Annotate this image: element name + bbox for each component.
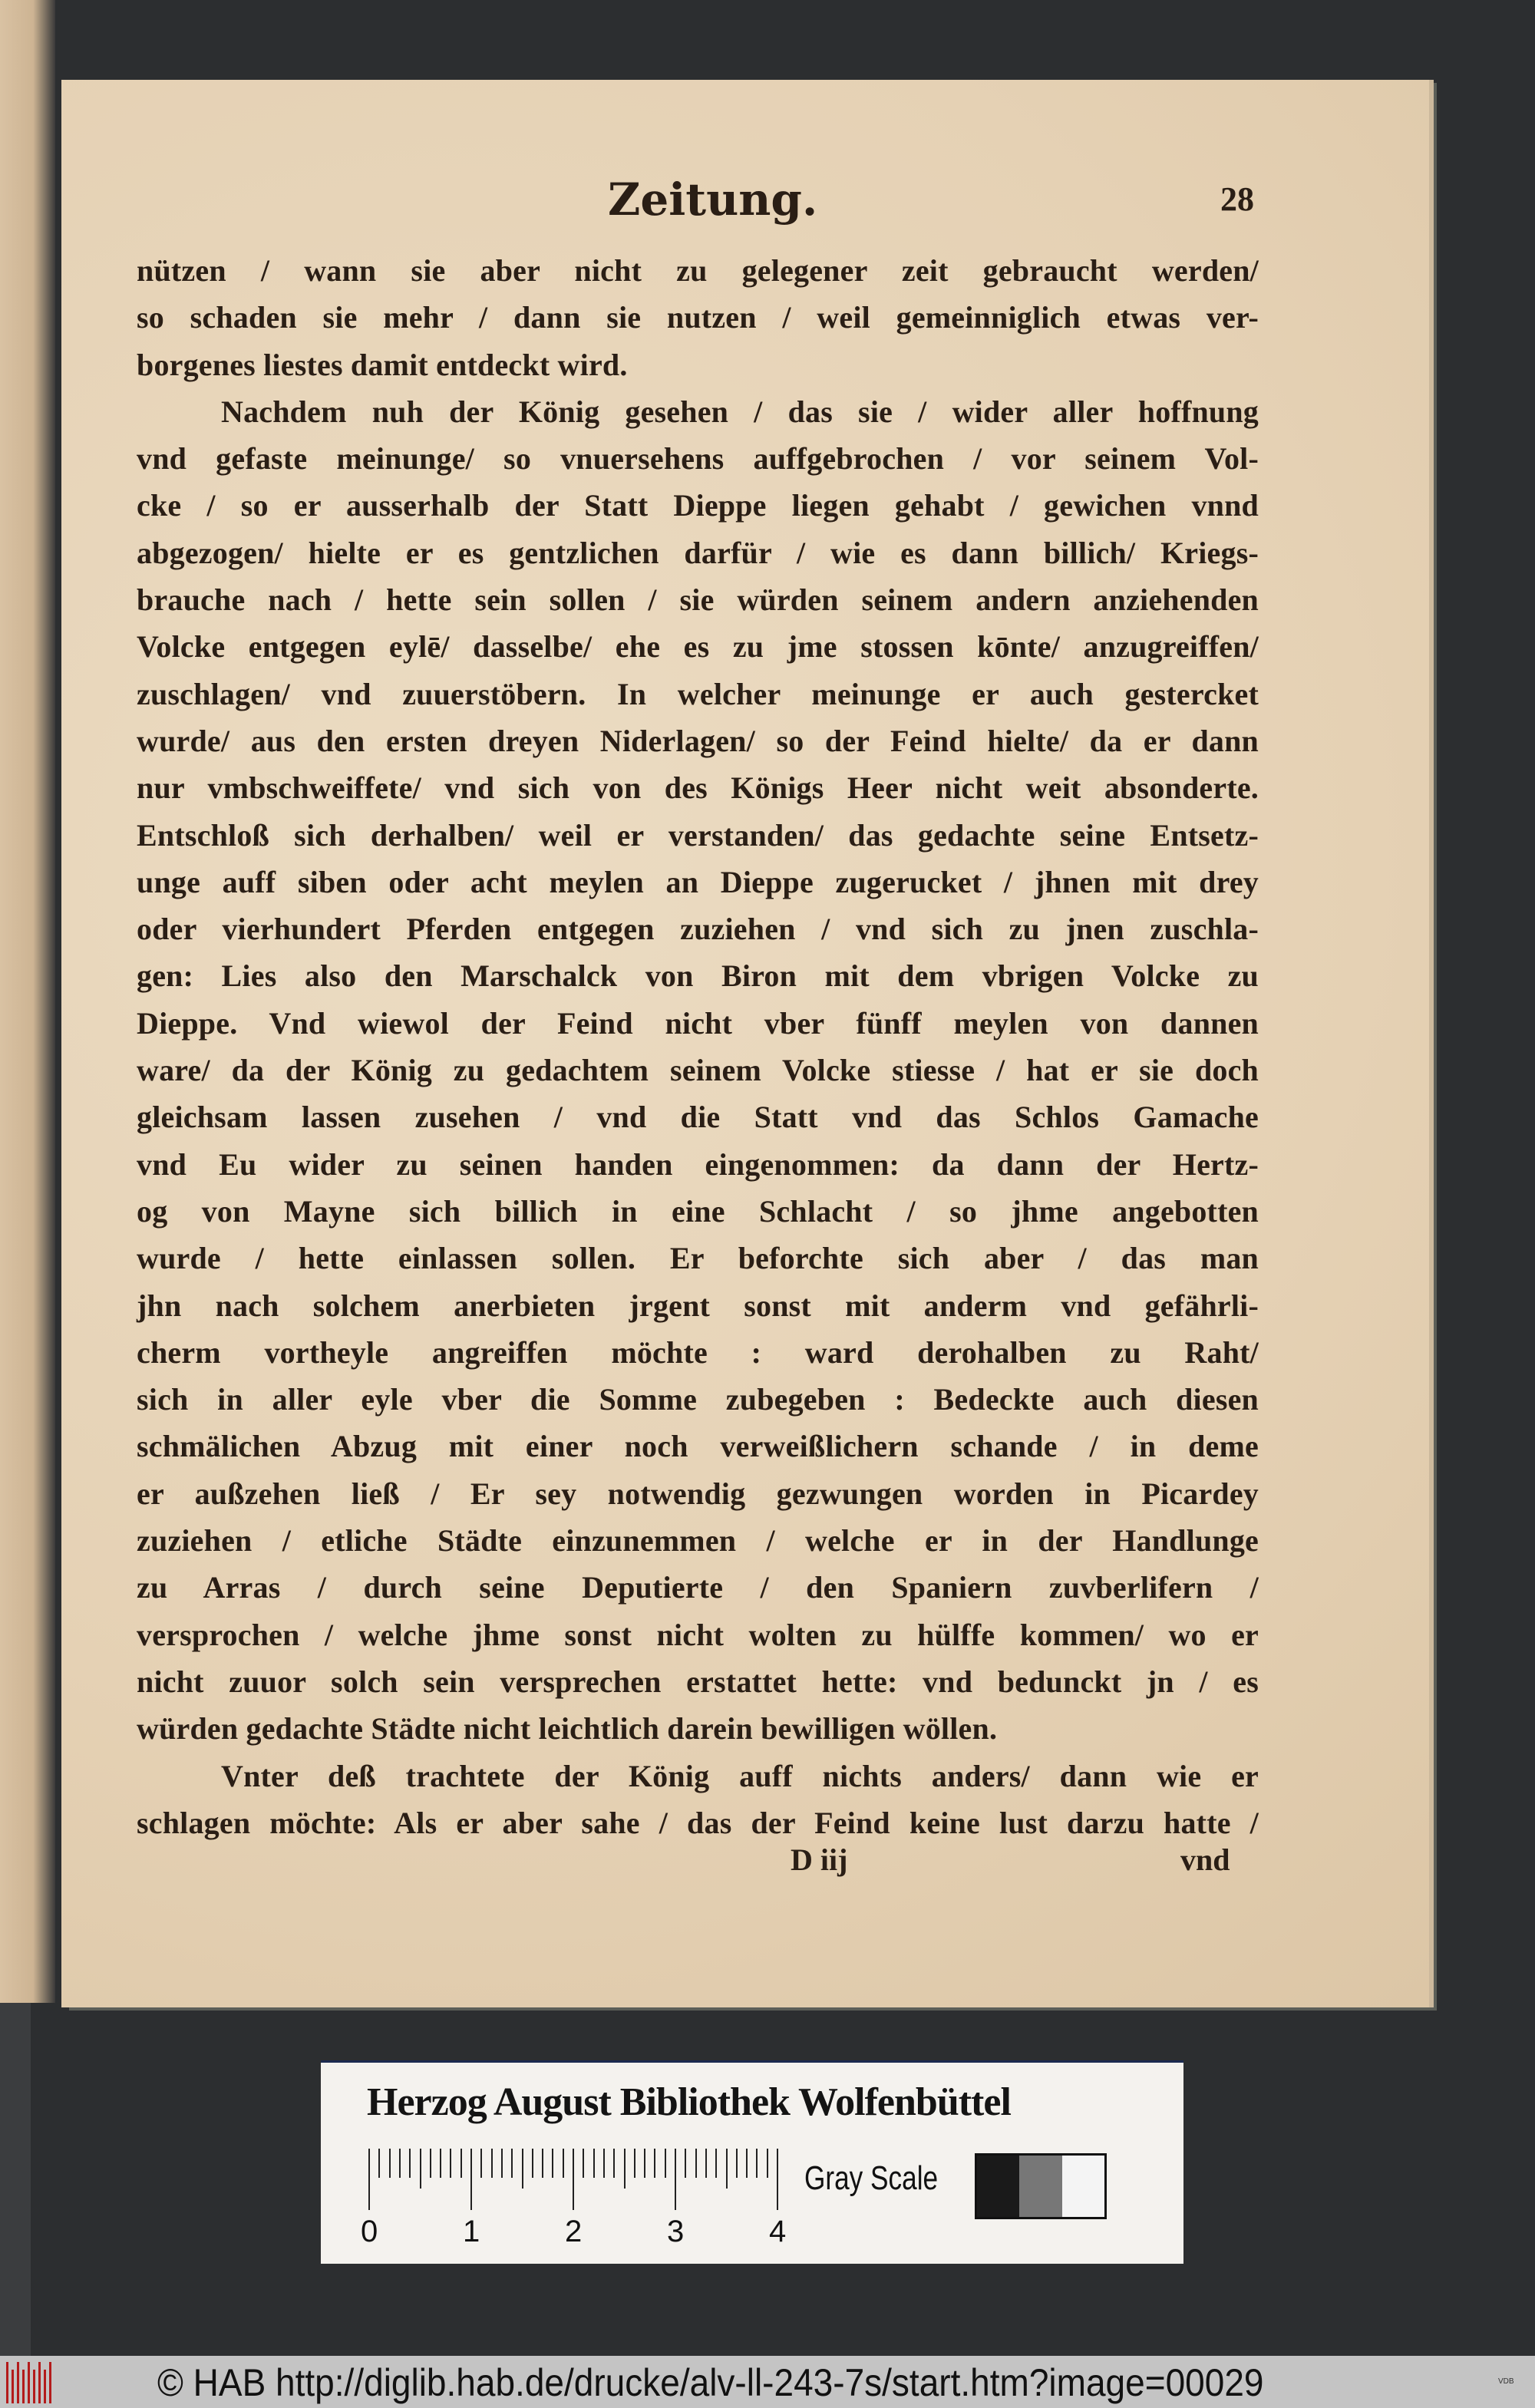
text-line: Entschloß sich derhalben/ weil er verstanden/ das gedachte seine Entsetz- <box>137 817 1259 853</box>
page-number: 28 <box>1220 180 1254 218</box>
previous-page-edge <box>0 0 55 2003</box>
ruler-number: 4 <box>769 2215 787 2248</box>
text-line: schlagen möchte: Als er aber sahe / das der Feind keine lust darzu hatte / <box>137 1805 1259 1840</box>
page-text <box>137 247 1259 1846</box>
ruler-tick <box>491 2149 493 2178</box>
logo-bar <box>12 2370 14 2403</box>
ruler-tick <box>460 2149 462 2178</box>
footer-bar <box>0 2356 1535 2408</box>
ruler-tick <box>746 2149 748 2178</box>
text-line: schmälichen Abzug mit einer noch verweißlichern schande / in deme <box>137 1429 1259 1464</box>
text-line: cherm vortheyle angreiffen möchte : ward derohalben zu Raht/ <box>137 1334 1259 1370</box>
gray-swatch <box>1019 2156 1061 2217</box>
text-line: er außzehen ließ / Er sey notwendig gezwungen worden in Picardey <box>137 1476 1259 1511</box>
ruler-number: 3 <box>667 2215 685 2248</box>
logo-bar <box>28 2362 30 2403</box>
ruler-tick <box>603 2149 605 2178</box>
ruler <box>368 2149 778 2210</box>
text-line: vnd Eu wider zu seinen handen eingenommen: da dann der Hertz- <box>137 1146 1259 1182</box>
ruler-tick <box>552 2149 553 2178</box>
scale-card <box>321 2060 1183 2264</box>
ruler-tick <box>767 2149 768 2178</box>
text-line: so schaden sie mehr / dann sie nutzen / weil gemeinniglich etwas ver- <box>137 300 1259 335</box>
running-title: Zeitung. <box>608 173 818 226</box>
ruler-tick <box>685 2149 686 2178</box>
text-line: abgezogen/ hielte er es gentzlichen darfür / wie es dann billich/ Kriegs- <box>137 535 1259 570</box>
logo-bar <box>22 2370 25 2403</box>
text-line: vnd gefaste meinunge/ so vnuersehens auffgebrochen / vor seinem Vol- <box>137 441 1259 477</box>
text-line: zu Arras / durch seine Deputierte / den Spaniern zuvberlifern / <box>137 1570 1259 1605</box>
ruler-tick <box>542 2149 543 2178</box>
ruler-tick <box>470 2149 472 2210</box>
ruler-number: 1 <box>463 2215 480 2248</box>
text-line: gen: Lies also den Marschalck von Biron mit dem vbrigen Volcke zu <box>137 958 1259 994</box>
logo-bar <box>17 2362 19 2403</box>
ruler-tick <box>695 2149 697 2178</box>
text-line: og von Mayne sich billich in eine Schlacht / so jhme angebotten <box>137 1193 1259 1229</box>
ruler-tick <box>675 2149 676 2210</box>
ruler-tick <box>480 2149 482 2178</box>
text-line: nicht zuuor solch sein versprechen erstattet hette: vnd bedunckt jn / es <box>137 1664 1259 1699</box>
text-line: Vnter deß trachtete der König auff nichts anders/ dann wie er <box>221 1758 1259 1793</box>
logo-bar <box>33 2370 35 2403</box>
ruler-tick <box>634 2149 635 2178</box>
ruler-tick <box>378 2149 380 2178</box>
text-line: zuschlagen/ vnd zuuerstöbern. In welcher meinunge er auch gestercket <box>137 676 1259 711</box>
ruler-tick <box>532 2149 533 2178</box>
library-name: Herzog August Bibliothek Wolfenbüttel <box>367 2080 1011 2124</box>
catchword: vnd <box>1180 1842 1230 1877</box>
text-line: unge auff siben oder acht meylen an Dieppe zugerucket / jhnen mit drey <box>137 864 1259 899</box>
ruler-tick <box>593 2149 595 2178</box>
ruler-tick <box>409 2149 411 2178</box>
ruler-tick <box>430 2149 431 2178</box>
text-line: nützen / wann sie aber nicht zu gelegener zeit gebraucht werden/ <box>137 253 1259 288</box>
ruler-tick <box>368 2149 370 2210</box>
text-line: oder vierhundert Pferden entgegen zuziehen / vnd sich zu jnen zuschla- <box>137 912 1259 947</box>
ruler-tick <box>420 2149 421 2189</box>
copyright-link[interactable]: © HAB http://diglib.hab.de/drucke/alv-ll-243-7s/start.htm?image=00029 <box>157 2361 1264 2404</box>
gray-swatch <box>1062 2156 1104 2217</box>
ruler-tick <box>665 2149 666 2178</box>
ruler-tick <box>563 2149 564 2178</box>
ruler-tick <box>511 2149 513 2178</box>
ruler-tick <box>613 2149 615 2178</box>
text-line: brauche nach / hette sein sollen / sie würden seinem andern anziehenden <box>137 582 1259 618</box>
text-line: wurde/ aus den ersten dreyen Niderlagen/ so der Feind hielte/ da er dann <box>137 723 1259 758</box>
text-line: Nachdem nuh der König gesehen / das sie / wider aller hoffnung <box>221 394 1259 429</box>
ruler-tick <box>440 2149 441 2178</box>
text-line: ware/ da der König zu gedachtem seinem Volcke stiesse / hat er sie doch <box>137 1053 1259 1088</box>
hab-logo-icon <box>6 2362 64 2403</box>
ruler-tick <box>501 2149 503 2178</box>
ruler-tick <box>777 2149 778 2210</box>
ruler-tick <box>624 2149 626 2189</box>
ruler-number: 0 <box>361 2215 378 2248</box>
text-line: cke / so er ausserhalb der Statt Dieppe liegen gehabt / gewichen vnnd <box>137 488 1259 523</box>
ruler-tick <box>726 2149 728 2189</box>
ruler-tick <box>573 2149 574 2210</box>
logo-bar <box>49 2362 51 2403</box>
text-line: Dieppe. Vnd wiewol der Feind nicht vber fünff meylen von dannen <box>137 1005 1259 1041</box>
signature-mark: D iij <box>791 1842 848 1877</box>
text-line: würden gedachte Städte nicht leichtlich darein bewilligen wöllen. <box>137 1711 998 1747</box>
ruler-tick <box>522 2149 523 2189</box>
ruler-tick <box>450 2149 451 2178</box>
ruler-number: 2 <box>565 2215 583 2248</box>
vdb-mark: VDB <box>1498 2377 1514 2386</box>
logo-bar <box>44 2370 46 2403</box>
ruler-tick <box>736 2149 738 2178</box>
text-line: zuziehen / etliche Städte einzunemmen / welche er in der Handlunge <box>137 1523 1259 1559</box>
ruler-tick <box>705 2149 707 2178</box>
text-line: borgenes liestes damit entdeckt wird. <box>137 347 628 382</box>
ruler-tick <box>399 2149 401 2178</box>
gray-scale-label: Gray Scale <box>804 2159 939 2197</box>
text-line: gleichsam lassen zusehen / vnd die Statt vnd das Schlos Gamache <box>137 1100 1259 1135</box>
logo-bar <box>6 2362 8 2403</box>
text-line: Volcke entgegen eylē/ dasselbe/ ehe es zu jme stossen kōnte/ anzugreiffen/ <box>137 629 1259 665</box>
gray-scale-swatches <box>975 2153 1107 2219</box>
text-line: sich in aller eyle vber die Somme zubegeben : Bedeckte auch diesen <box>137 1382 1259 1417</box>
text-line: jhn nach solchem anerbieten jrgent sonst mit anderm vnd gefährli- <box>137 1288 1259 1323</box>
text-line: wurde / hette einlassen sollen. Er beforchte sich aber / das man <box>137 1241 1259 1276</box>
ruler-tick <box>756 2149 758 2178</box>
ruler-tick <box>389 2149 391 2178</box>
book-spine <box>0 2003 31 2356</box>
ruler-tick <box>644 2149 645 2178</box>
ruler-tick <box>583 2149 584 2178</box>
ruler-tick <box>654 2149 655 2178</box>
ruler-tick <box>715 2149 717 2178</box>
text-line: versprochen / welche jhme sonst nicht wolten zu hülffe kommen/ wo er <box>137 1617 1259 1652</box>
logo-bar <box>38 2362 41 2403</box>
gray-swatch <box>977 2156 1019 2217</box>
text-line: nur vmbschweiffete/ vnd sich von des Königs Heer nicht weit absonderte. <box>137 770 1259 806</box>
